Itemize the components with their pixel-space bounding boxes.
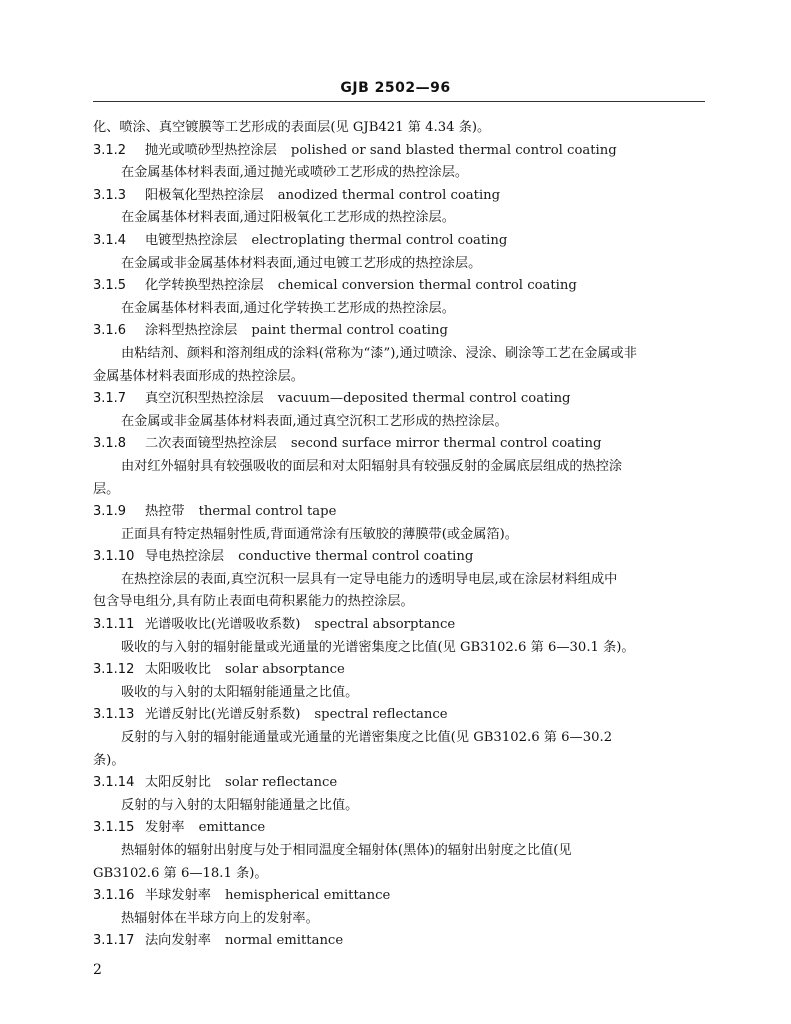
term-english: spectral reflectance <box>314 707 448 723</box>
term-heading <box>93 140 705 163</box>
clause-number: 3.1.10 <box>93 549 135 565</box>
definition-line: 在金属基体材料表面,通过化学转换工艺形成的热控涂层。 <box>121 300 455 316</box>
term-chinese: 真空沉积型热控涂层 <box>145 391 264 407</box>
term-heading <box>93 772 705 795</box>
term-heading <box>93 885 705 908</box>
term-heading <box>93 501 705 524</box>
clause-number: 3.1.14 <box>93 775 135 791</box>
term-english: thermal control tape <box>198 504 337 520</box>
term-heading <box>93 614 705 637</box>
definition-line: 热辐射体的辐射出射度与处于相同温度全辐射体(黑体)的辐射出射度之比值(见 <box>121 843 572 858</box>
continuation-line: 化、喷涂、真空镀膜等工艺形成的表面层(见 GJB421 第 4.34 条)。 <box>93 120 491 135</box>
term-heading <box>93 185 705 208</box>
clause-number: 3.1.2 <box>93 142 127 158</box>
continuation-line: 包含导电组分,具有防止表面电荷积累能力的热控涂层。 <box>93 594 414 610</box>
definition-line: 正面具有特定热辐射性质,背面通常涂有压敏胶的薄膜带(或金属箔)。 <box>121 526 518 542</box>
term-chinese: 抛光或喷砂型热控涂层 <box>145 142 277 158</box>
clause-number: 3.1.6 <box>93 323 127 339</box>
term-heading <box>93 275 705 298</box>
continuation-line: GB3102.6 第 6—18.1 条)。 <box>93 865 268 881</box>
definition-line: 在热控涂层的表面,真空沉积一层具有一定导电能力的透明导电层,或在涂层材料组成中 <box>121 571 618 587</box>
term-heading <box>93 546 705 569</box>
term-heading <box>93 230 705 253</box>
term-chinese: 导电热控涂层 <box>145 549 225 565</box>
clause-number: 3.1.5 <box>93 278 127 294</box>
header-rule <box>93 101 705 102</box>
definition-line: 吸收的与入射的太阳辐射能通量之比值。 <box>121 684 359 700</box>
term-english: paint thermal control coating <box>251 323 448 339</box>
document-body <box>93 117 705 953</box>
term-chinese: 光谱吸收比(光谱吸收系数) <box>145 617 301 633</box>
term-english: hemispherical emittance <box>224 888 391 904</box>
term-english: polished or sand blasted thermal control coating <box>290 142 617 158</box>
clause-number: 3.1.17 <box>93 933 135 949</box>
term-chinese: 太阳反射比 <box>145 775 211 791</box>
term-heading <box>93 433 705 456</box>
term-chinese: 阳极氧化型热控涂层 <box>145 187 264 203</box>
term-heading <box>93 659 705 682</box>
clause-number: 3.1.15 <box>93 820 135 836</box>
continuation-line: 条)。 <box>93 752 125 768</box>
term-english: second surface mirror thermal control coating <box>290 436 602 452</box>
term-english: anodized thermal control coating <box>277 187 501 203</box>
term-heading <box>93 388 705 411</box>
definition-line: 在金属基体材料表面,通过阳极氧化工艺形成的热控涂层。 <box>121 210 455 226</box>
clause-number: 3.1.12 <box>93 662 135 678</box>
term-english: vacuum—deposited thermal control coating <box>277 391 571 407</box>
term-english: normal emittance <box>224 933 344 949</box>
term-heading <box>93 817 705 840</box>
term-english: solar absorptance <box>224 662 345 678</box>
term-english: chemical conversion thermal control coating <box>277 278 577 294</box>
term-chinese: 光谱反射比(光谱反射系数) <box>145 707 301 723</box>
definition-line: 热辐射体在半球方向上的发射率。 <box>121 910 319 926</box>
definition-line: 在金属或非金属基体材料表面,通过真空沉积工艺形成的热控涂层。 <box>121 413 508 429</box>
definition-line: 反射的与入射的太阳辐射能通量之比值。 <box>121 797 359 813</box>
definition-line: 在金属或非金属基体材料表面,通过电镀工艺形成的热控涂层。 <box>121 255 482 271</box>
term-english: emittance <box>198 820 266 836</box>
clause-number: 3.1.3 <box>93 187 127 203</box>
definition-line: 由粘结剂、颜料和溶剂组成的涂料(常称为“漆”),通过喷涂、浸涂、刷涂等工艺在金属或非 <box>121 345 637 361</box>
term-chinese: 涂料型热控涂层 <box>145 323 238 339</box>
term-chinese: 二次表面镜型热控涂层 <box>145 436 277 452</box>
standard-code-header: GJB 2502—96 <box>340 80 451 96</box>
term-english: electroplating thermal control coating <box>251 232 508 248</box>
page-number: 2 <box>93 962 102 978</box>
clause-number: 3.1.9 <box>93 504 127 520</box>
definition-line: 在金属基体材料表面,通过抛光或喷砂工艺形成的热控涂层。 <box>121 165 469 181</box>
term-heading <box>93 704 705 727</box>
term-chinese: 太阳吸收比 <box>145 662 211 678</box>
clause-number: 3.1.4 <box>93 232 127 248</box>
term-heading <box>93 320 705 343</box>
clause-number: 3.1.7 <box>93 391 127 407</box>
term-chinese: 半球发射率 <box>145 888 211 904</box>
term-english: spectral absorptance <box>314 617 456 633</box>
continuation-line: 金属基体材料表面形成的热控涂层。 <box>93 368 304 384</box>
term-chinese: 电镀型热控涂层 <box>145 232 238 248</box>
clause-number: 3.1.11 <box>93 617 135 633</box>
definition-line: 吸收的与入射的辐射能量或光通量的光谱密集度之比值(见 GB3102.6 第 6—30.1 条)。 <box>121 639 635 655</box>
term-chinese: 法向发射率 <box>145 933 211 949</box>
term-english: solar reflectance <box>224 775 338 791</box>
definition-line: 反射的与入射的辐射能通量或光通量的光谱密集度之比值(见 GB3102.6 第 6—30.2 <box>121 730 613 746</box>
term-chinese: 发射率 <box>145 820 185 836</box>
term-heading <box>93 930 705 953</box>
term-chinese: 热控带 <box>145 504 185 520</box>
clause-number: 3.1.16 <box>93 888 135 904</box>
clause-number: 3.1.13 <box>93 707 135 723</box>
term-chinese: 化学转换型热控涂层 <box>145 278 264 294</box>
term-english: conductive thermal control coating <box>238 549 474 565</box>
continuation-line: 层。 <box>93 481 120 497</box>
clause-number: 3.1.8 <box>93 436 127 452</box>
definition-line: 由对红外辐射具有较强吸收的面层和对太阳辐射具有较强反射的金属底层组成的热控涂 <box>121 458 623 474</box>
